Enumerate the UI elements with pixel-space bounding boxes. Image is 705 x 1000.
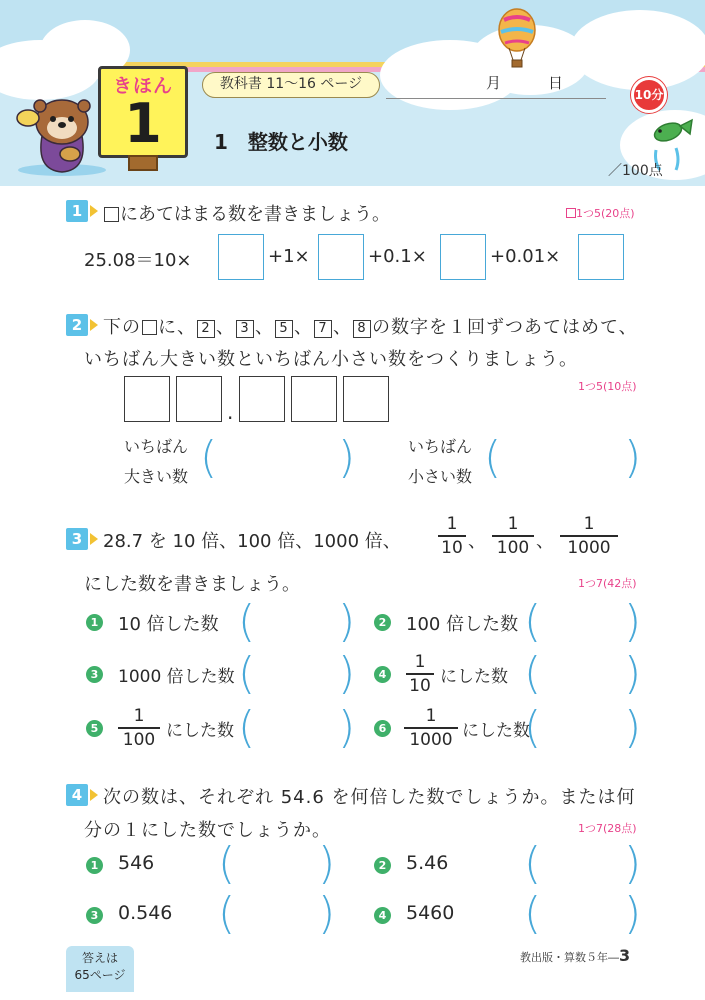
q3-line-1: 28.7 を 10 倍、100 倍、1000 倍、 xyxy=(103,531,401,552)
day-label: 日 xyxy=(548,74,564,92)
item-badge: 6 xyxy=(374,720,391,737)
month-label: 月 xyxy=(486,74,502,92)
q2-smallest-answer-close[interactable]: ) xyxy=(624,432,642,483)
q3-line-2: にした数を書きましょう。 xyxy=(84,574,300,595)
fraction-bar xyxy=(404,727,458,729)
item-badge: 3 xyxy=(86,666,103,683)
kihon-label: きほん xyxy=(112,75,173,97)
q2-largest-label-2: 大きい数 xyxy=(124,467,189,486)
fraction-bar xyxy=(560,535,618,537)
fraction-numerator: 1 xyxy=(446,514,458,534)
fraction-bar xyxy=(406,673,434,675)
q3-item-6-suffix: にした数 xyxy=(462,721,530,741)
q1-eq-term-2: +0.1× xyxy=(368,246,427,267)
q3-comma: 、 xyxy=(468,531,486,552)
q2-smallest-label-2: 小さい数 xyxy=(408,467,473,486)
q3-item-6-fraction xyxy=(404,706,458,750)
blank-square-icon xyxy=(142,320,157,335)
q2-largest-label-1: いちばん xyxy=(124,437,189,456)
fraction-bar xyxy=(438,535,466,537)
q2-decimal-point: . xyxy=(227,400,234,424)
item-badge: 4 xyxy=(374,907,391,924)
fraction-denominator: 100 xyxy=(496,537,530,558)
kihon-badge xyxy=(98,66,188,158)
q3-item-4-suffix: にした数 xyxy=(440,667,508,687)
q3-item-2-answer-close[interactable]: ) xyxy=(624,596,642,647)
q2-digit-box-4[interactable] xyxy=(291,376,337,422)
q2-line1-mid: に、 xyxy=(158,317,196,338)
date-underline xyxy=(386,98,606,99)
item-badge: 2 xyxy=(374,857,391,874)
digit-tile: 2 xyxy=(197,320,215,338)
q3-comma: 、 xyxy=(536,531,554,552)
q1-points-text: 1つ5(20点) xyxy=(576,207,635,220)
fraction-denominator: 10 xyxy=(409,675,431,696)
q2-sep: 、 xyxy=(216,317,235,338)
q3-fraction-1-1000 xyxy=(560,514,618,558)
q3-item-3-answer-close[interactable]: ) xyxy=(338,648,356,699)
digit-tile: 3 xyxy=(236,320,254,338)
q1-eq-term-3: +0.01× xyxy=(490,246,561,267)
q4-item-3-answer-open[interactable]: ( xyxy=(218,888,236,939)
fraction-denominator: 10 xyxy=(441,537,463,558)
textbook-reference: 教科書 11〜16 ページ xyxy=(202,72,380,98)
fraction-numerator: 1 xyxy=(414,652,426,672)
page-number: 3 xyxy=(619,946,631,965)
q3-item-1-label: 10 倍した数 xyxy=(118,614,219,635)
publisher-info xyxy=(520,946,630,965)
q3-item-4-answer-open[interactable]: ( xyxy=(524,648,542,699)
q2-smallest-answer-open[interactable]: ( xyxy=(484,432,502,483)
q3-item-5-answer-close[interactable]: ) xyxy=(338,702,356,753)
q2-largest-answer-open[interactable]: ( xyxy=(200,432,218,483)
q4-item-1-answer-open[interactable]: ( xyxy=(218,838,236,889)
q1-instruction xyxy=(103,200,390,226)
q3-item-6-answer-close[interactable]: ) xyxy=(624,702,642,753)
digit-tile: 8 xyxy=(353,320,371,338)
q4-item-1-answer-close[interactable]: ) xyxy=(318,838,336,889)
item-badge: 1 xyxy=(86,857,103,874)
item-badge: 1 xyxy=(86,614,103,631)
answer-page-tab[interactable] xyxy=(66,946,134,992)
q2-line-1 xyxy=(103,313,638,339)
fraction-denominator: 1000 xyxy=(567,537,611,558)
q2-digit-box-5[interactable] xyxy=(343,376,389,422)
publisher-text: 教出版・算数５年― xyxy=(520,951,619,964)
fraction-numerator: 1 xyxy=(425,706,437,726)
q4-item-2-answer-close[interactable]: ) xyxy=(624,838,642,889)
fraction-numerator: 1 xyxy=(583,514,595,534)
otter-mascot-icon xyxy=(14,92,110,178)
q2-line1-pre: 下の xyxy=(103,317,141,338)
question-arrow-icon xyxy=(90,789,98,801)
q3-fraction-1-100 xyxy=(492,514,534,558)
kihon-number: 1 xyxy=(124,92,162,155)
q4-item-3-value: 0.546 xyxy=(118,902,173,924)
q2-points: 1つ5(10点) xyxy=(578,380,637,393)
q3-fraction-1-10 xyxy=(438,514,466,558)
q4-line-2: 分の１にした数でしょうか。 xyxy=(84,820,331,841)
fraction-numerator: 1 xyxy=(133,706,145,726)
question-number-badge: 2 xyxy=(66,314,88,336)
question-number-badge: 3 xyxy=(66,528,88,550)
q4-item-4-answer-open[interactable]: ( xyxy=(524,888,542,939)
fraction-denominator: 100 xyxy=(122,729,156,750)
q4-points: 1つ7(28点) xyxy=(578,822,637,835)
q4-item-2-value: 5.46 xyxy=(406,852,449,874)
q1-answer-box-1[interactable] xyxy=(218,234,264,280)
q2-sep: 、 xyxy=(255,317,274,338)
q2-largest-answer-close[interactable]: ) xyxy=(338,432,356,483)
q4-item-4-answer-close[interactable]: ) xyxy=(624,888,642,939)
q1-answer-box-3[interactable] xyxy=(440,234,486,280)
question-number-badge: 4 xyxy=(66,784,88,806)
blank-square-icon xyxy=(566,208,576,218)
q2-sep: 、 xyxy=(294,317,313,338)
q2-line1-post: の数字を１回ずつあてはめて、 xyxy=(372,317,638,338)
answer-tab-line-2: 65ページ xyxy=(74,968,126,982)
fraction-numerator: 1 xyxy=(507,514,519,534)
q2-digit-box-3[interactable] xyxy=(239,376,285,422)
q3-item-3-label: 1000 倍した数 xyxy=(118,667,235,687)
q3-points: 1つ7(42点) xyxy=(578,577,637,590)
question-arrow-icon xyxy=(90,533,98,545)
fraction-bar xyxy=(118,727,160,729)
q2-smallest-label-1: いちばん xyxy=(408,437,473,456)
question-arrow-icon xyxy=(90,319,98,331)
q3-item-2-answer-open[interactable]: ( xyxy=(524,596,542,647)
item-badge: 4 xyxy=(374,666,391,683)
header-divider xyxy=(0,186,705,190)
q3-item-5-suffix: にした数 xyxy=(166,721,234,741)
q3-item-5-fraction xyxy=(118,706,160,750)
question-number-badge: 1 xyxy=(66,200,88,222)
q4-item-2-answer-open[interactable]: ( xyxy=(524,838,542,889)
fraction-bar xyxy=(492,535,534,537)
q4-item-1-value: 546 xyxy=(118,852,155,874)
digit-tile: 5 xyxy=(275,320,293,338)
lesson-title xyxy=(214,126,348,155)
q1-eq-term-1: +1× xyxy=(268,246,310,267)
q3-item-4-answer-close[interactable]: ) xyxy=(624,648,642,699)
q4-item-4-value: 5460 xyxy=(406,902,455,924)
kihon-sign-post xyxy=(128,155,158,171)
q3-item-3-answer-open[interactable]: ( xyxy=(238,648,256,699)
q1-eq-start: 25.08＝10× xyxy=(84,250,192,271)
date-field[interactable] xyxy=(386,70,606,100)
q1-instruction-text: にあてはまる数を書きましょう。 xyxy=(120,204,390,225)
q1-answer-box-4[interactable] xyxy=(578,234,624,280)
item-badge: 3 xyxy=(86,907,103,924)
fraction-denominator: 1000 xyxy=(409,729,453,750)
q3-item-1-answer-open[interactable]: ( xyxy=(238,596,256,647)
q4-item-3-answer-close[interactable]: ) xyxy=(318,888,336,939)
q1-points xyxy=(566,205,635,221)
lesson-number: 1 xyxy=(214,130,228,154)
q3-item-5-answer-open[interactable]: ( xyxy=(238,702,256,753)
q4-line-1: 次の数は、それぞれ 54.6 を何倍した数でしょうか。または何 xyxy=(103,787,636,808)
score-total: ／100点 xyxy=(608,163,663,179)
question-arrow-icon xyxy=(90,205,98,217)
q3-item-2-label: 100 倍した数 xyxy=(406,614,519,635)
digit-tile: 7 xyxy=(314,320,332,338)
q3-item-6-answer-open[interactable]: ( xyxy=(524,702,542,753)
item-badge: 2 xyxy=(374,614,391,631)
q3-item-1-answer-close[interactable]: ) xyxy=(338,596,356,647)
q1-answer-box-2[interactable] xyxy=(318,234,364,280)
answer-tab-line-1: 答えは xyxy=(81,951,118,965)
q2-sep: 、 xyxy=(333,317,352,338)
q3-item-4-fraction xyxy=(406,652,434,696)
lesson-title-text: 整数と小数 xyxy=(247,130,348,154)
item-badge: 5 xyxy=(86,720,103,737)
q2-digit-box-2[interactable] xyxy=(176,376,222,422)
blank-square-icon xyxy=(104,207,119,222)
q2-line-2: いちばん大きい数といちばん小さい数をつくりましょう。 xyxy=(84,349,578,370)
hot-air-balloon-icon xyxy=(496,8,538,70)
timer-badge: 10分 xyxy=(631,77,667,113)
q2-digit-box-1[interactable] xyxy=(124,376,170,422)
